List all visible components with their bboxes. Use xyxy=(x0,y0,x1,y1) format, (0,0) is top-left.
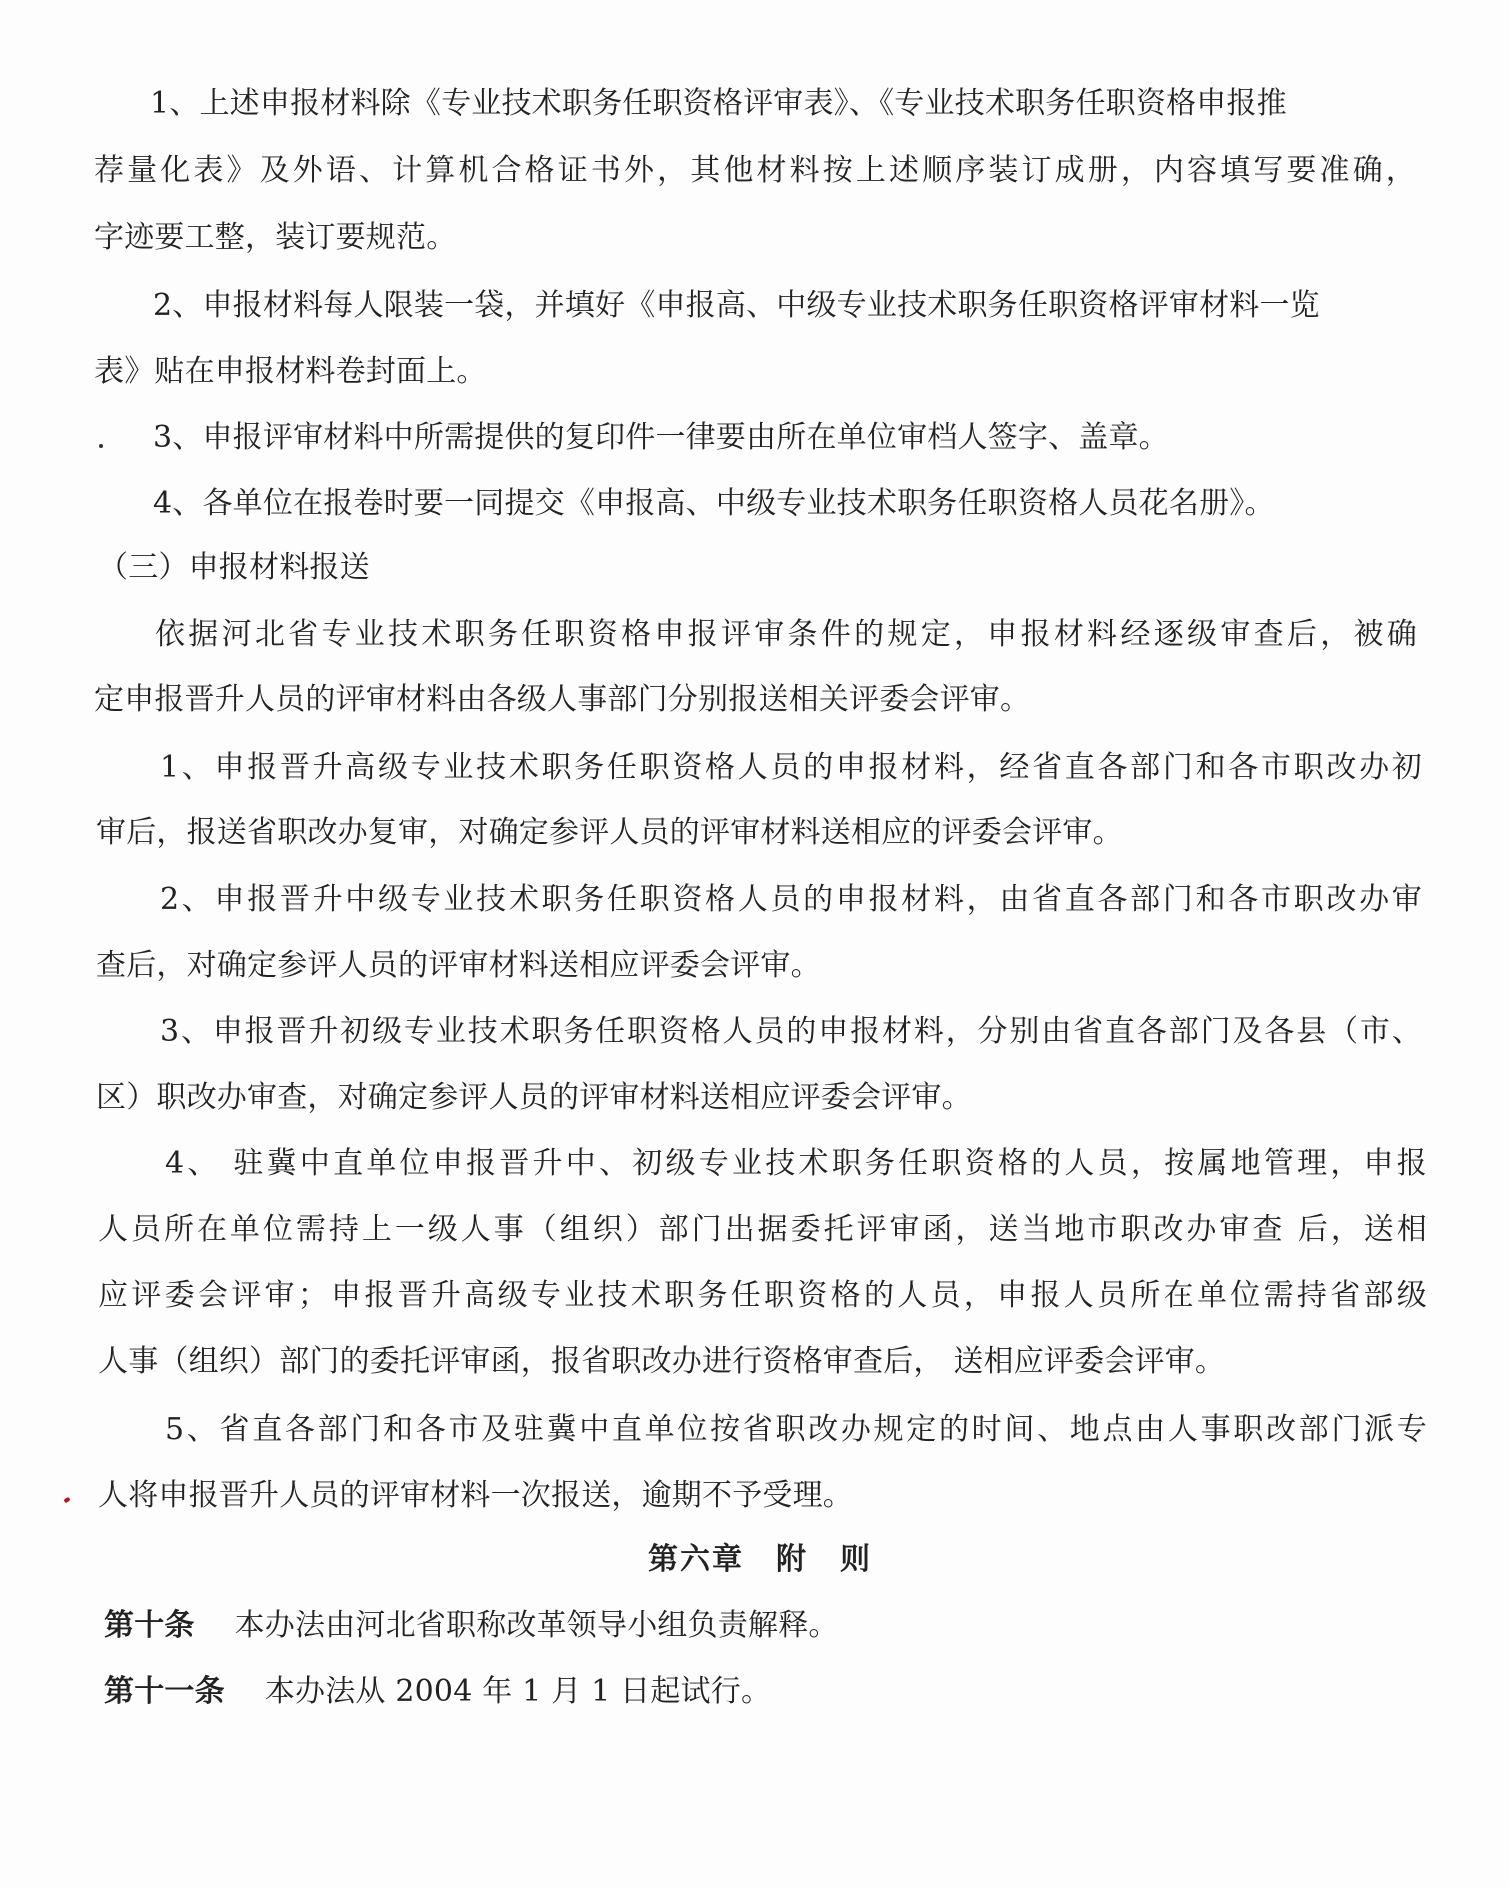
paragraph-1-line-3: 字迹要工整，装订要规范。 xyxy=(94,220,457,255)
article-11 xyxy=(104,1672,771,1712)
article-11-label: 第十一条 xyxy=(104,1674,225,1709)
paragraph-1-line-1: 1、上述申报材料除《专业技术职务任职资格评审表》、《专业技术职务任职资格申报推 xyxy=(150,86,1287,121)
paragraph-2-line-1: 2、申报材料每人限装一袋，并填好《申报高、中级专业技术职务任职资格评审材料一览 xyxy=(153,288,1320,323)
paragraph-3-line-1: 3、申报评审材料中所需提供的复印件一律要由所在单位审档人签字、盖章。 xyxy=(153,420,1169,455)
paragraph-6-line-1: 依据河北省专业技术职务任职资格申报评审条件的规定，申报材料经逐级审查后，被确 xyxy=(155,617,1417,652)
paragraph-6-line-2: 定申报晋升人员的评审材料由各级人事部门分别报送相关评委会评审。 xyxy=(94,682,1031,717)
paragraph-11-line-2: 人将申报晋升人员的评审材料一次报送，逾期不予受理。 xyxy=(98,1478,853,1513)
paragraph-11-line-1: 5、省直各部门和各市及驻冀中直单位按省职改办规定的时间、地点由人事职改部门派专 xyxy=(165,1412,1427,1447)
paragraph-10-line-3: 应评委会评审；申报晋升高级专业技术职务任职资格的人员，申报人员所在单位需持省部级 xyxy=(98,1278,1427,1313)
article-10-text: 本办法由河北省职称改革领导小组负责解释。 xyxy=(234,1608,839,1643)
article-10-label: 第十条 xyxy=(104,1608,195,1643)
paragraph-9-line-1: 3、申报晋升初级专业技术职务任职资格人员的申报材料，分别由省直各部门及各县（市、 xyxy=(160,1014,1422,1049)
article-11-text: 本办法从 2004 年 1 月 1 日起试行。 xyxy=(264,1674,772,1709)
paragraph-7-line-2: 审后，报送省职改办复审，对确定参评人员的评审材料送相应的评委会评审。 xyxy=(96,815,1123,850)
paragraph-10-line-1: 4、 驻冀中直单位申报晋升中、初级专业技术职务任职资格的人员，按属地管理，申报 xyxy=(165,1146,1427,1181)
red-pen-mark xyxy=(63,1497,70,1504)
scan-dot xyxy=(99,444,103,448)
article-10 xyxy=(104,1606,839,1646)
paragraph-2-line-2: 表》贴在申报材料卷封面上。 xyxy=(94,354,487,389)
section-heading: （三）申报材料报送 xyxy=(98,550,370,585)
chapter-heading: 第六章 附 则 xyxy=(648,1542,872,1577)
paragraph-10-line-4: 人事（组织）部门的委托评审函，报省职改办进行资格审查后， 送相应评委会评审。 xyxy=(98,1344,1226,1379)
paragraph-8-line-1: 2、申报晋升中级专业技术职务任职资格人员的申报材料，由省直各部门和各市职改办审 xyxy=(160,882,1422,917)
paragraph-1-line-2: 荐量化表》及外语、计算机合格证书外，其他材料按上述顺序装订成册，内容填写要准确， xyxy=(94,153,1416,188)
paragraph-8-line-2: 查后，对确定参评人员的评审材料送相应评委会评审。 xyxy=(96,948,821,983)
paragraph-7-line-1: 1、申报晋升高级专业技术职务任职资格人员的申报材料，经省直各部门和各市职改办初 xyxy=(160,750,1422,785)
paragraph-10-line-2: 人员所在单位需持上一级人事（组织）部门出据委托评审函，送当地市职改办审查 后，送相 xyxy=(98,1212,1427,1247)
paragraph-9-line-2: 区）职改办审查，对确定参评人员的评审材料送相应评委会评审。 xyxy=(96,1080,972,1115)
paragraph-4-line-1: 4、各单位在报卷时要一同提交《申报高、中级专业技术职务任职资格人员花名册》。 xyxy=(153,486,1275,521)
